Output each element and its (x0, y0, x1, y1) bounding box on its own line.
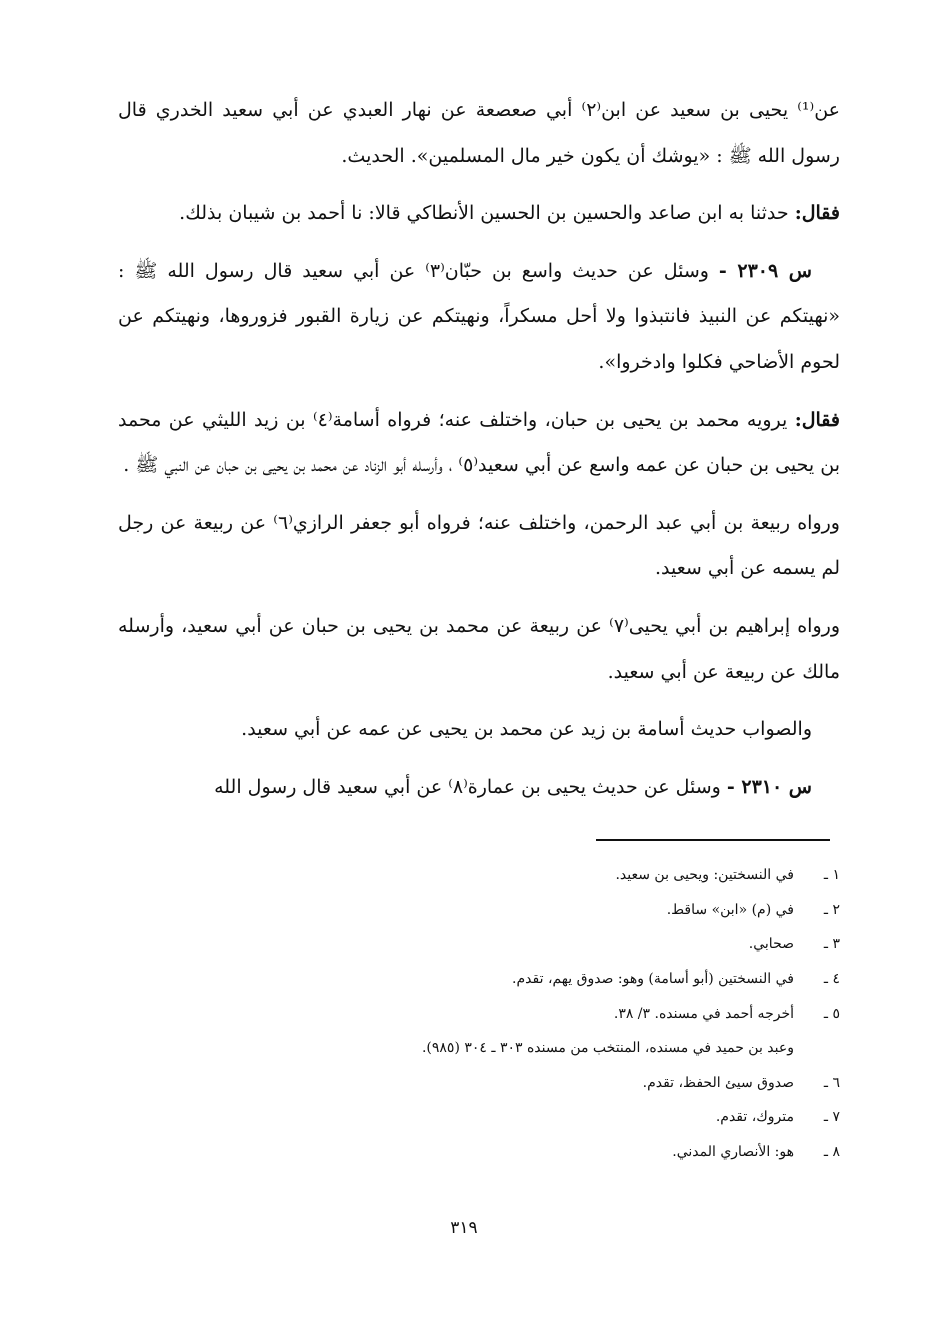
paragraph-2-lead: فقال: (794, 202, 840, 225)
footnote-8 (160, 1135, 840, 1170)
footnote-1 (160, 858, 840, 893)
footnote-7 (160, 1100, 840, 1135)
footnote-number: ١ ـ (823, 867, 840, 884)
paragraph-6-text: ورواه إبراهيم بن أبي يحيى⁽٧⁾ عن ربيعة عن محمد بن يحيى بن حبان عن أبي سعيد، وأرسله مالك عن ربيعة عن أبي سعيد. (118, 614, 840, 683)
question-2309 (118, 249, 840, 386)
footnote-text: في النسختين: ويحيى بن سعيد. (615, 867, 794, 884)
footnote-text: متروك، تقدم. (715, 1109, 794, 1126)
footnote-text: في (م) «ابن» ساقط. (666, 901, 794, 918)
paragraph-2 (118, 191, 840, 237)
footnote-number: ٤ ـ (823, 971, 840, 988)
paragraph-6 (118, 604, 840, 695)
paragraph-4-text: يرويه محمد بن يحيى بن حبان، واختلف عنه؛ فرواه أسامة⁽٤⁾ بن زيد الليثي عن محمد بن يحيى بن حبان عن عمه واسع عن أبي سعيد⁽٥⁾ ، وأرسله أبو الزناد عن محمد بن يحيى بن حبان عن النبي ﷺ . (118, 408, 840, 477)
footnote-number: ٧ ـ (823, 1109, 840, 1126)
question-2309-text: وسئل عن حديث واسع بن حبّان⁽٣⁾ عن أبي سعيد قال رسول الله ﷺ : «نهيتكم عن النبيذ فانتبذوا ولا أحل مسكراً، ونهيتكم عن زيارة القبور فزوروها، ونهيتكم عن لحوم الأضاحي فكلوا وادخروا». (118, 259, 840, 373)
footnote-number: ٨ ـ (823, 1144, 840, 1161)
footnote-4 (160, 962, 840, 997)
footnote-number: ٥ ـ (823, 1005, 840, 1022)
page-number: ٣١٩ (450, 1218, 478, 1238)
footnote-5-continuation (160, 1031, 840, 1066)
question-2310 (118, 765, 840, 811)
paragraph-7-text: والصواب حديث أسامة بن زيد عن محمد بن يحيى عن عمه عن أبي سعيد. (241, 718, 812, 741)
footnote-text: وعبد بن حميد في مسنده، المنتخب من مسنده ٣٠٣ ـ ٣٠٤ (٩٨٥). (421, 1040, 794, 1057)
footnote-text: في النسختين (أبو أسامة) وهو: صدوق يهم، تقدم. (512, 971, 794, 988)
question-2309-number: س ٢٣٠٩ - (718, 259, 812, 282)
question-2310-number: س ٢٣١٠ - (726, 775, 812, 798)
footnote-number: ٢ ـ (823, 901, 840, 918)
paragraph-5 (118, 501, 840, 592)
footnote-text: هو: الأنصاري المدني. (672, 1144, 794, 1161)
footnote-number: ٦ ـ (823, 1074, 840, 1091)
footnote-5 (160, 996, 840, 1031)
main-text (118, 88, 840, 810)
paragraph-1-text: عن⁽¹⁾ يحيى بن سعيد عن ابن⁽٢⁾ أبي صعصعة عن نهار العبدي عن أبي سعيد الخدري قال رسول الله ﷺ : «يوشك أن يكون خير مال المسلمين». الحديث. (118, 99, 840, 167)
paragraph-1 (118, 88, 840, 179)
paragraph-4-lead: فقال: (794, 408, 840, 431)
footnote-text: صدوق سيئ الحفظ، تقدم. (642, 1074, 794, 1091)
footnote-text: صحابي. (748, 936, 794, 953)
footnote-divider (596, 839, 830, 841)
footnote-6 (160, 1066, 840, 1101)
footnote-number: ٣ ـ (823, 936, 840, 953)
question-2310-text: وسئل عن حديث يحيى بن عمارة⁽٨⁾ عن أبي سعيد قال رسول الله (214, 775, 727, 798)
footnotes (160, 858, 840, 1169)
paragraph-5-text: ورواه ربيعة بن أبي عبد الرحمن، واختلف عنه؛ فرواه أبو جعفر الرازي⁽٦⁾ عن ربيعة عن رجل لم يسمه عن أبي سعيد. (118, 511, 840, 580)
paragraph-7 (118, 707, 840, 753)
footnote-2 (160, 893, 840, 928)
paragraph-2-text: حدثنا به ابن صاعد والحسين بن الحسين الأنطاكي قالا: نا أحمد بن شيبان بذلك. (179, 202, 795, 225)
paragraph-4 (118, 398, 840, 489)
footnote-3 (160, 927, 840, 962)
footnote-text: أخرجه أحمد في مسنده. ٣/ ٣٨. (613, 1005, 794, 1022)
